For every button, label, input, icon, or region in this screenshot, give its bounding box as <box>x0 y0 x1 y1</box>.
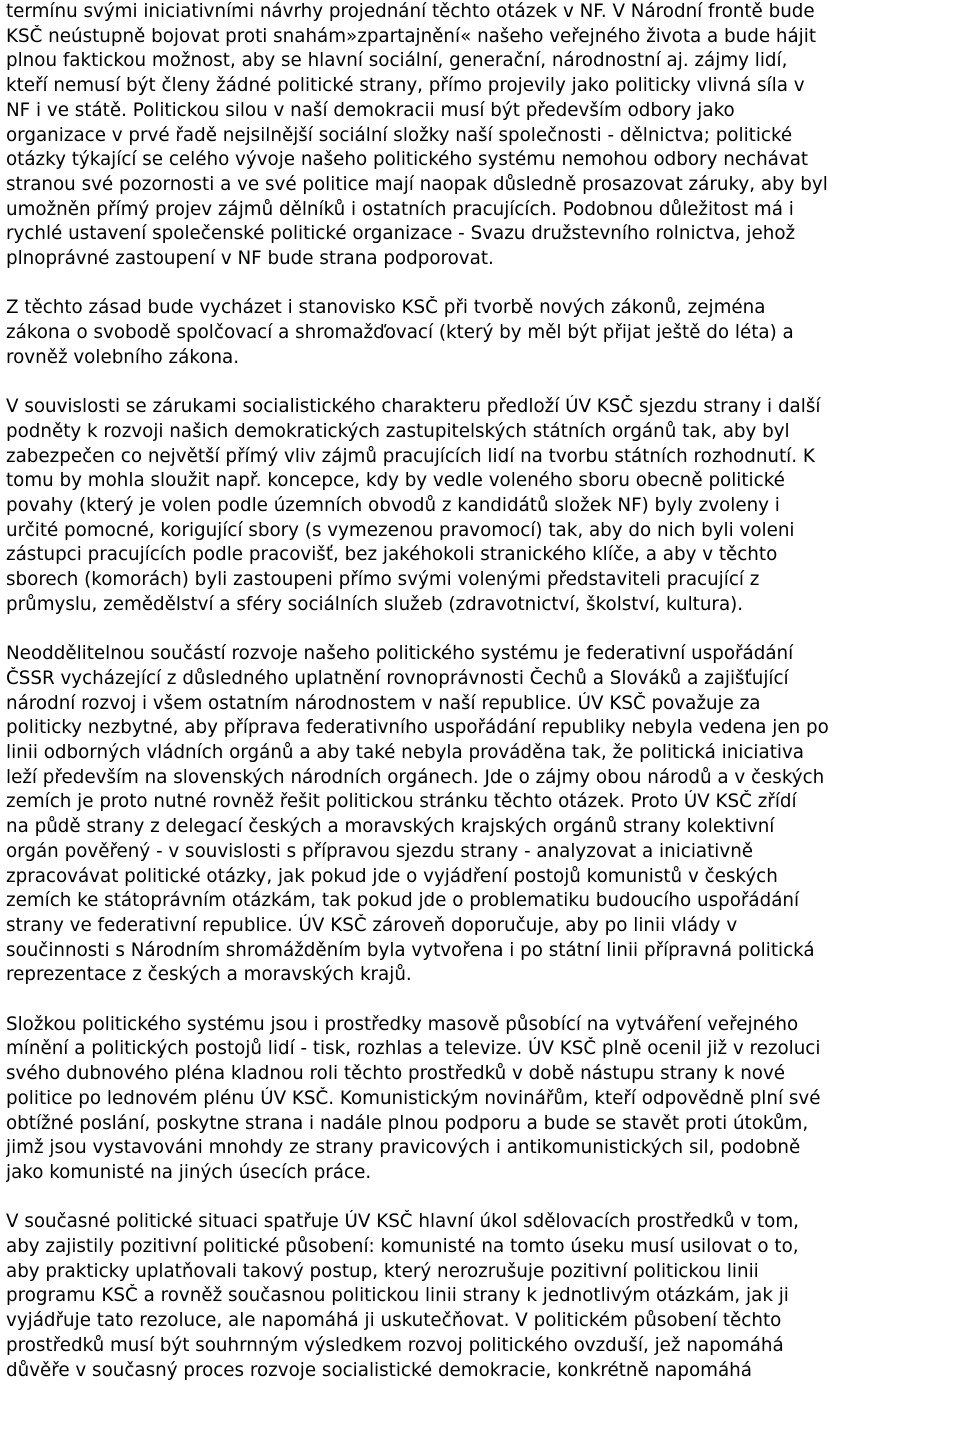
text-line: Neoddělitelnou součástí rozvoje našeho politického systému je federativní uspořádání <box>6 643 794 665</box>
text-line: stranou své pozornosti a ve své politice mají naopak důsledně prosazovat záruky, aby byl <box>6 173 828 195</box>
text-line: obtížné poslání, poskytne strana i nadále plnou podporu a bude se stavět proti útokům, <box>6 1112 809 1134</box>
paragraph-2 <box>6 296 954 370</box>
text-line: strany ve federativní republice. ÚV KSČ zároveň doporučuje, aby po linii vlády v <box>6 914 738 936</box>
text-line: zemích je proto nutné rovněž řešit politickou stránku těchto otázek. Proto ÚV KSČ zřídí <box>6 791 797 813</box>
paragraph-4 <box>6 642 954 988</box>
text-line: určité pomocné, korigující sbory (s vymezenou pravomocí) tak, aby do nich byli voleni <box>6 519 795 541</box>
text-line: organizace v prvé řadě nejsilnější sociální složky naší společnosti - dělnictva; politické <box>6 124 793 146</box>
text-line: programu KSČ a rovněž současnou politickou linii strany k jednotlivým otázkám, jak ji <box>6 1285 789 1307</box>
text-line: jimž jsou vystavováni mnohdy ze strany pravicových i antikomunistických sil, podobně <box>6 1137 801 1159</box>
text-line: mínění a politických postojů lidí - tisk, rozhlas a televize. ÚV KSČ plně ocenil již v rezoluci <box>6 1038 821 1060</box>
text-line: zpracovávat politické otázky, jak pokud jde o vyjádření postojů komunistů v českých <box>6 865 778 887</box>
text-line: vyjádřuje tato rezoluce, ale napomáhá ji uskutečňovat. V politickém působení těchto <box>6 1310 782 1332</box>
text-line: jako komunisté na jiných úsecích práce. <box>6 1161 372 1183</box>
text-line: reprezentace z českých a moravských krajů. <box>6 964 412 986</box>
text-line: prostředků musí být souhrnným výsledkem rozvoj politického ovzduší, jež napomáhá <box>6 1334 784 1356</box>
text-line: zástupci pracujících podle pracovišť, bez jakéhokoli stranického klíče, a aby v těchto <box>6 544 778 566</box>
text-line: důvěře v současný proces rozvoje socialistické demokracie, konkrétně napomáhá <box>6 1359 752 1381</box>
text-line: zabezpečen co největší přímý vliv zájmů pracujících lidí na tvorbu státních rozhodnutí. K <box>6 445 815 467</box>
text-line: orgán pověřený - v souvislosti s přípravou sjezdu strany - analyzovat a iniciativně <box>6 840 754 862</box>
text-line: Z těchto zásad bude vycházet i stanovisko KSČ při tvorbě nových zákonů, zejména <box>6 297 766 319</box>
text-line: rovněž volebního zákona. <box>6 346 240 368</box>
text-line: Složkou politického systému jsou i prostředky masově působící na vytváření veřejného <box>6 1013 799 1035</box>
paragraph-1 <box>6 0 954 272</box>
text-line: leží především na slovenských národních orgánech. Jde o zájmy obou národů a v českých <box>6 766 825 788</box>
text-line: KSČ neústupně bojovat proti snahám»zpartajnění« našeho veřejného života a bude hájit <box>6 25 816 47</box>
text-line: politicky nezbytné, aby příprava federativního uspořádání republiky nebyla vedena jen po <box>6 717 829 739</box>
text-line: sborech (komorách) byli zastoupeni přímo svými volenými představiteli pracující z <box>6 569 760 591</box>
text-line: národní rozvoj i všem ostatním národnostem v naší republice. ÚV KSČ považuje za <box>6 692 761 714</box>
text-line: umožněn přímý projev zájmů dělníků i ostatních pracujících. Podobnou důležitost má i <box>6 198 794 220</box>
text-line: plnou faktickou možnost, aby se hlavní sociální, generační, národnostní aj. zájmy lidí, <box>6 50 788 72</box>
text-line: zákona o svobodě spolčovací a shromažďovací (který by měl být přijat ještě do léta) a <box>6 322 794 344</box>
text-line: povahy (který je volen podle územních obvodů z kandidátů složek NF) byly zvoleny i <box>6 495 780 517</box>
paragraph-5 <box>6 1013 954 1186</box>
text-line: kteří nemusí být členy žádné politické strany, přímo projevily jako politicky vlivná síla v <box>6 75 805 97</box>
text-line: tomu by mohla sloužit např. koncepce, kdy by vedle voleného sboru obecně politické <box>6 470 785 492</box>
text-line: linii odborných vládních orgánů a aby také nebyla prováděna tak, že politická iniciativa <box>6 742 804 764</box>
text-line: aby zajistily pozitivní politické působení: komunisté na tomto úseku musí usilovat o to, <box>6 1236 799 1258</box>
text-line: zemích ke státoprávním otázkám, tak pokud jde o problematiku budoucího uspořádání <box>6 890 800 912</box>
text-line: otázky týkající se celého vývoje našeho politického systému nemohou odbory nechávat <box>6 149 809 171</box>
text-line: plnoprávné zastoupení v NF bude strana podporovat. <box>6 248 494 270</box>
text-line: na půdě strany z delegací českých a moravských krajských orgánů strany kolektivní <box>6 816 775 838</box>
text-line: politice po lednovém plénu ÚV KSČ. Komunistickým novinářům, kteří odpovědně plní své <box>6 1087 821 1109</box>
paragraph-6 <box>6 1210 954 1383</box>
text-line: součinnosti s Národním shromážděním byla vytvořena i po státní linii přípravná politická <box>6 939 815 961</box>
text-line: ČSSR vycházející z důsledného uplatnění rovnoprávnosti Čechů a Slováků a zajišťující <box>6 667 789 689</box>
text-line: aby prakticky uplatňovali takový postup, který nerozrušuje pozitivní politickou linii <box>6 1260 759 1282</box>
text-line: V současné politické situaci spatřuje ÚV KSČ hlavní úkol sdělovacích prostředků v tom, <box>6 1211 799 1233</box>
text-line: termínu svými iniciativními návrhy projednání těchto otázek v NF. V Národní frontě bude <box>6 1 815 22</box>
text-line: podněty k rozvoji našich demokratických zastupitelských státních orgánů tak, aby byl <box>6 420 790 442</box>
text-line: průmyslu, zemědělství a sféry sociálních služeb (zdravotnictví, školství, kultura). <box>6 593 744 615</box>
text-line: NF i ve státě. Politickou silou v naší demokracii musí být především odbory jako <box>6 99 735 121</box>
text-line: V souvislosti se zárukami socialistického charakteru předloží ÚV KSČ sjezdu strany i další <box>6 396 821 418</box>
paragraph-3 <box>6 395 954 617</box>
text-line: rychlé ustavení společenské politické organizace - Svazu družstevního rolnictva, jehož <box>6 223 796 245</box>
text-line: svého dubnového pléna kladnou roli těchto prostředků v době nástupu strany k nové <box>6 1063 786 1085</box>
